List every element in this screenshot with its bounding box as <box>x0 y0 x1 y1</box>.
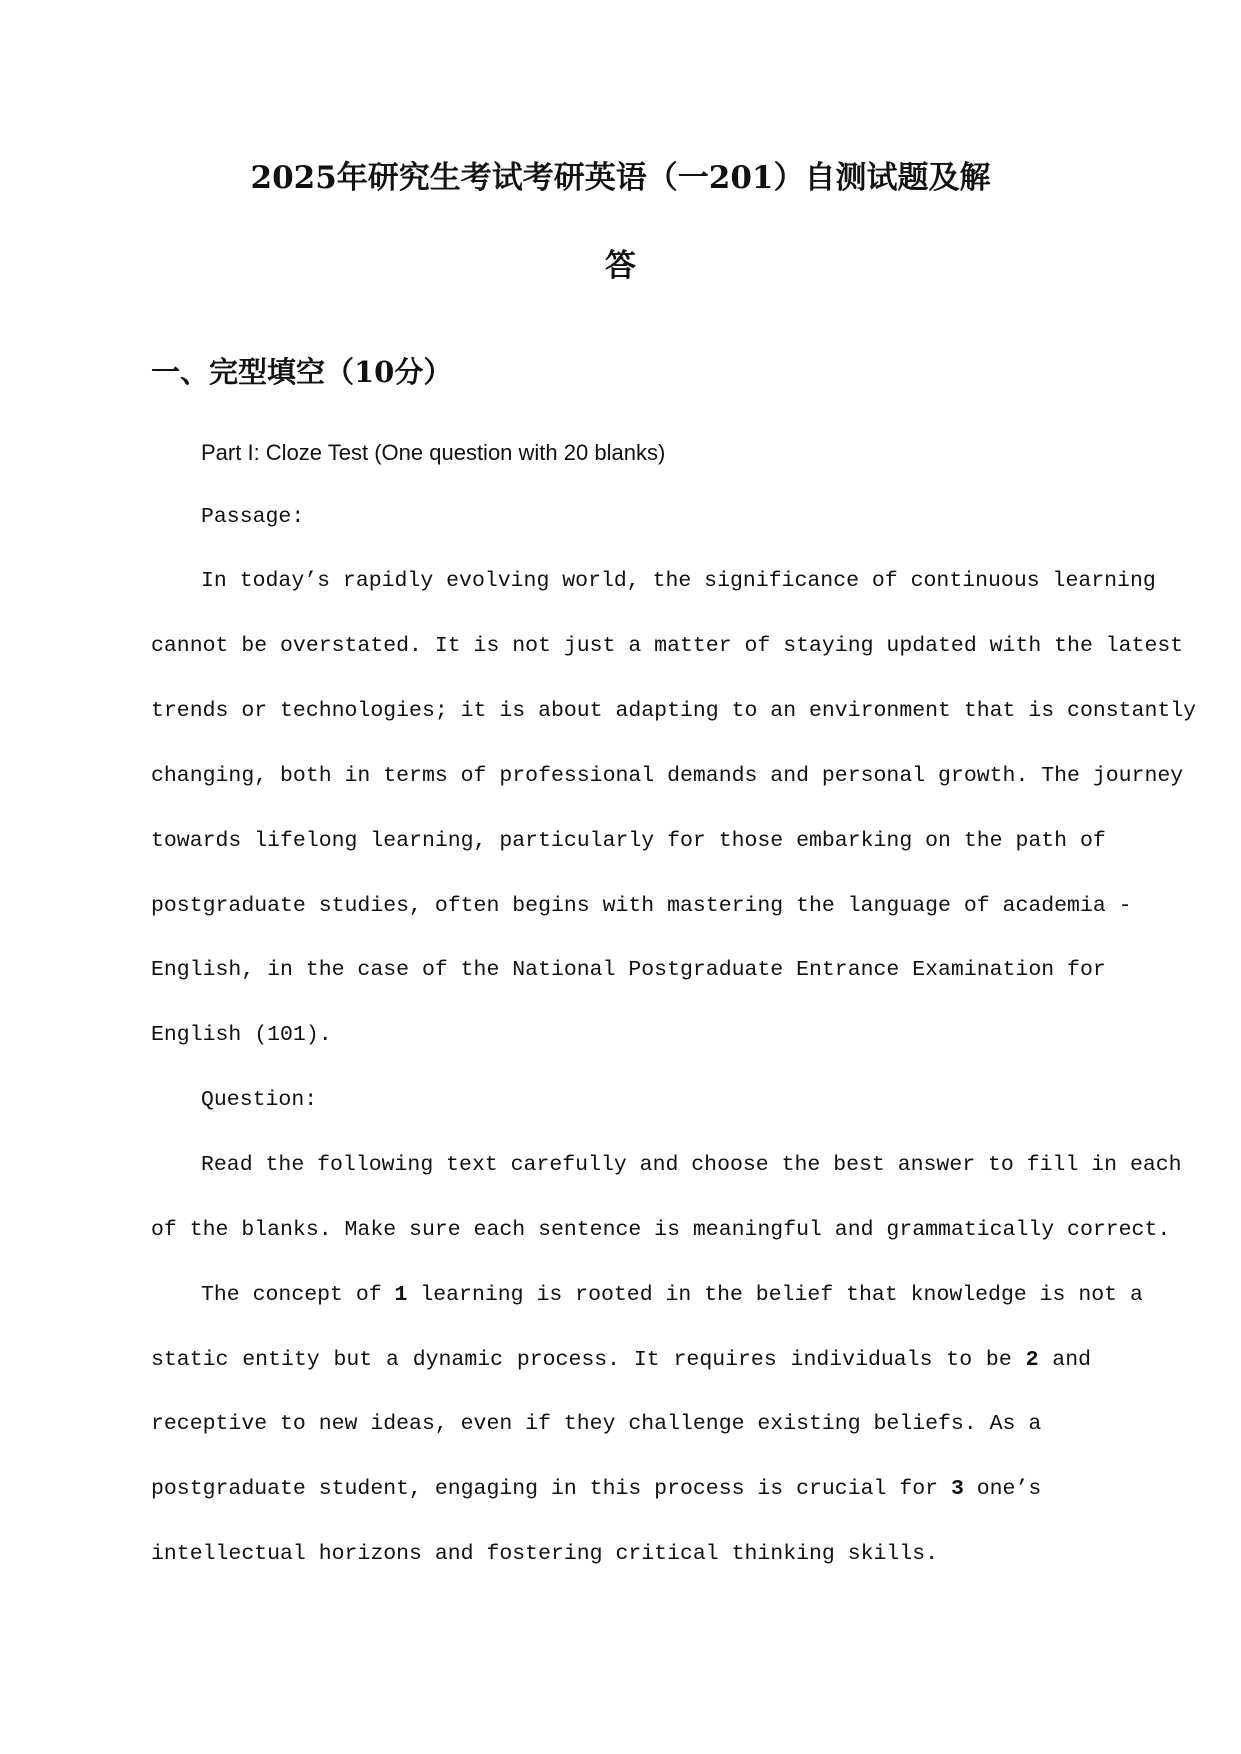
passage-line: cannot be overstated. It is not just a matter of staying updated with the latest <box>151 634 1184 658</box>
passage-line: English, in the case of the National Postgraduate Entrance Examination for <box>151 958 1106 982</box>
document-title-line-1: 2025年研究生考试考研英语（一201）自测试题及解 <box>250 160 991 196</box>
cloze-text-line: receptive to new ideas, even if they challenge existing beliefs. As a <box>151 1412 1042 1436</box>
instruction-line: of the blanks. Make sure each sentence is meaningful and grammatically correct. <box>151 1218 1171 1242</box>
blank-number-1: 1 <box>394 1283 408 1307</box>
cloze-text: postgraduate student, engaging in this process is crucial for <box>151 1477 951 1501</box>
cloze-text: and <box>1038 1348 1091 1372</box>
cloze-text-line <box>201 1280 1143 1310</box>
part-heading: Part I: Cloze Test (One question with 20 blanks) <box>201 440 666 465</box>
cloze-text-line <box>151 1474 1091 1504</box>
cloze-text: static entity but a dynamic process. It requires individuals to be <box>151 1348 1026 1372</box>
passage-line: towards lifelong learning, particularly for those embarking on the path of <box>151 829 1106 853</box>
cloze-text: learning is rooted in the belief that knowledge is not a <box>407 1283 1143 1307</box>
instruction-line: Read the following text carefully and choose the best answer to fill in each <box>201 1153 1182 1177</box>
cloze-text: one’s <box>963 1477 1042 1501</box>
passage-line: postgraduate studies, often begins with mastering the language of academia - <box>151 894 1132 918</box>
question-label: Question: <box>201 1088 318 1112</box>
blank-number-2: 2 <box>1025 1348 1039 1372</box>
passage-line: changing, both in terms of professional demands and personal growth. The journey <box>151 764 1184 788</box>
passage-label: Passage: <box>201 505 305 529</box>
blank-number-3: 3 <box>950 1477 964 1501</box>
passage-line: English (101). <box>151 1023 332 1047</box>
passage-line: In today’s rapidly evolving world, the significance of continuous learning <box>201 569 1156 593</box>
passage-line: trends or technologies; it is about adapting to an environment that is constantly <box>151 699 1197 723</box>
cloze-text-line <box>151 1345 1091 1375</box>
cloze-text: The concept of <box>201 1283 395 1307</box>
cloze-text-line: intellectual horizons and fostering critical thinking skills. <box>151 1542 939 1566</box>
section-heading: 一、完型填空（10分） <box>151 355 453 389</box>
document-title-line-2: 答 <box>605 248 636 284</box>
